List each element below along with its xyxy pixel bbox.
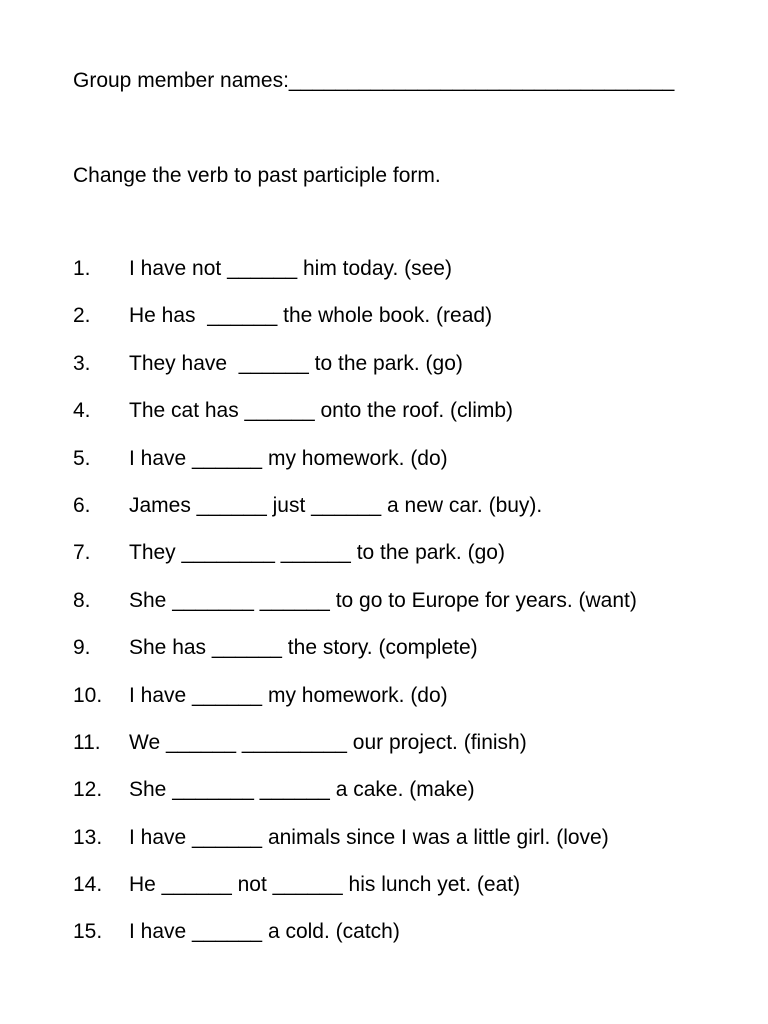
item-number: 15.: [73, 920, 103, 944]
item-sentence: She _______ ______ a cake. (make): [129, 778, 475, 802]
item-sentence: She _______ ______ to go to Europe for years. (want): [129, 588, 637, 612]
exercise-item-11: [73, 730, 527, 777]
item-number: 6.: [73, 493, 91, 517]
exercise-item-13: [73, 825, 609, 872]
item-number: 11.: [73, 730, 101, 754]
item-number: 10.: [73, 683, 103, 707]
exercise-item-14: [73, 872, 521, 919]
exercise-item-12: [73, 777, 475, 824]
item-sentence: They ________ ______ to the park. (go): [129, 541, 505, 565]
item-sentence: They have ______ to the park. (go): [129, 351, 463, 375]
item-sentence: He ______ not ______ his lunch yet. (eat): [129, 873, 521, 897]
exercise-item-1: [73, 256, 452, 303]
exercise-item-3: [73, 351, 463, 398]
item-number: 7.: [73, 541, 91, 565]
item-sentence: She has ______ the story. (complete): [129, 636, 478, 660]
exercise-item-7: [73, 540, 505, 587]
exercise-list: [73, 256, 637, 967]
exercise-item-15: [73, 919, 400, 966]
item-number: 12.: [73, 778, 103, 802]
group-member-names-line: Group member names:_________________________________: [73, 69, 675, 92]
exercise-item-9: [73, 635, 478, 682]
item-number: 8.: [73, 588, 91, 612]
item-number: 2.: [73, 304, 91, 328]
item-sentence: We ______ _________ our project. (finish): [129, 730, 527, 754]
item-number: 1.: [73, 257, 91, 280]
item-sentence: He has ______ the whole book. (read): [129, 304, 493, 328]
item-sentence: I have ______ my homework. (do): [129, 446, 448, 470]
item-number: 5.: [73, 446, 91, 470]
item-sentence: I have ______ my homework. (do): [129, 683, 448, 707]
exercise-item-6: [73, 493, 543, 540]
exercise-item-8: [73, 588, 637, 635]
item-number: 3.: [73, 351, 91, 375]
item-sentence: I have not ______ him today. (see): [129, 257, 452, 280]
item-sentence: James ______ just ______ a new car. (buy).: [129, 493, 543, 517]
exercise-item-4: [73, 398, 514, 445]
item-sentence: The cat has ______ onto the roof. (climb): [129, 399, 514, 423]
item-number: 4.: [73, 399, 91, 423]
exercise-item-10: [73, 683, 448, 730]
item-number: 13.: [73, 825, 103, 849]
exercise-item-5: [73, 446, 448, 493]
item-number: 14.: [73, 873, 103, 897]
item-sentence: I have ______ animals since I was a little girl. (love): [129, 825, 609, 849]
exercise-item-2: [73, 303, 493, 350]
item-number: 9.: [73, 636, 91, 660]
instruction-text: Change the verb to past participle form.: [73, 164, 441, 187]
item-sentence: I have ______ a cold. (catch): [129, 920, 400, 944]
